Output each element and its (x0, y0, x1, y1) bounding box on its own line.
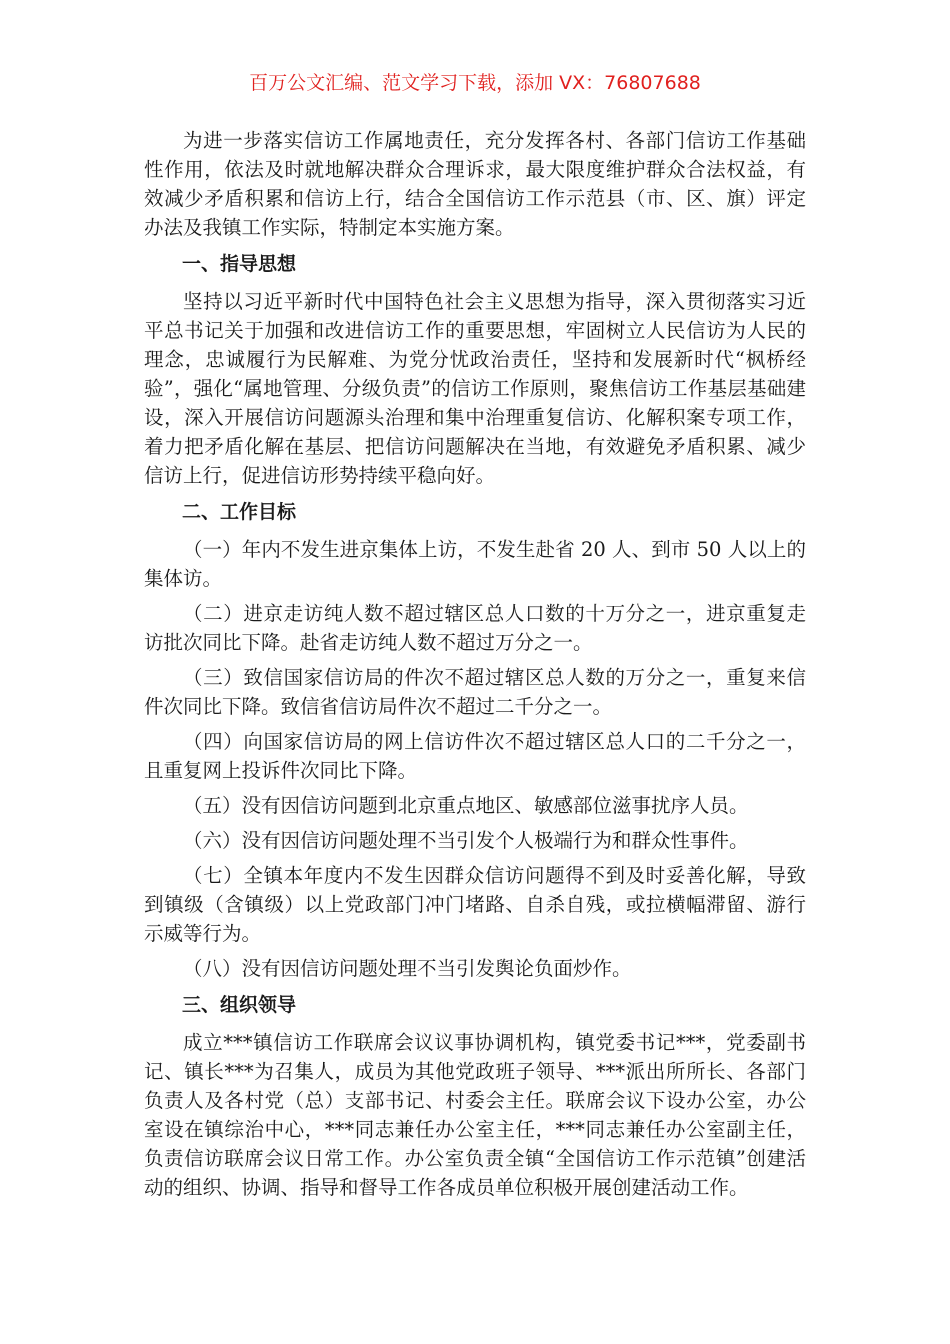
goal-item: （五）没有因信访问题到北京重点地区、敏感部位滋事扰序人员。 (183, 794, 749, 817)
document-body (144, 126, 806, 1202)
promo-banner: 百万公文汇编、范文学习下载，添加 VX：76807688 (249, 72, 701, 94)
goal-item: （六）没有因信访问题处理不当引发个人极端行为和群众性事件。 (183, 829, 749, 852)
goal-item: （三）致信国家信访局的件次不超过辖区总人数的万分之一，重复来信件次同比下降。致信省信访局件次不超过二千分之一。 (144, 666, 806, 718)
section-heading-organization: 三、组织领导 (182, 994, 297, 1016)
goal-item: （七）全镇本年度内不发生因群众信访问题得不到及时妥善化解，导致到镇级（含镇级）以上党政部门冲门堵路、自杀自残，或拉横幅滞留、游行示威等行为。 (144, 864, 806, 945)
organization-paragraph: 成立***镇信访工作联席会议议事协调机构，镇党委书记***，党委副书记、镇长***为召集人，成员为其他党政班子领导、***派出所所长、各部门负责人及各村党（总）支部书记、村委会主任。联席会议下设办公室，办公室设在镇综治中心，***同志兼任办公室主任，***同志兼任办公室副主任，负责信访联席会议日常工作。办公室负责全镇“全国信访工作示范镇”创建活动的组织、协调、指导和督导工作各成员单位积极开展创建活动工作。 (144, 1031, 806, 1199)
goal-item: （一）年内不发生进京集体上访，不发生赴省 20 人、到市 50 人以上的集体访。 (144, 538, 806, 590)
goal-item: （四）向国家信访局的网上信访件次不超过辖区总人口的二千分之一，且重复网上投诉件次同比下降。 (144, 730, 806, 782)
section-heading-guiding-ideology: 一、指导思想 (182, 253, 297, 275)
intro-paragraph: 为进一步落实信访工作属地责任，充分发挥各村、各部门信访工作基础性作用，依法及时就地解决群众合理诉求，最大限度维护群众合法权益，有效减少矛盾积累和信访上行，结合全国信访工作示范县（市、区、旗）评定办法及我镇工作实际，特制定本实施方案。 (144, 129, 806, 239)
section-heading-work-goals: 二、工作目标 (182, 501, 297, 523)
guiding-ideology-paragraph: 坚持以习近平新时代中国特色社会主义思想为指导，深入贯彻落实习近平总书记关于加强和改进信访工作的重要思想，牢固树立人民信访为人民的理念，忠诚履行为民解难、为党分忧政治责任，坚持和发展新时代“枫桥经验”，强化“属地管理、分级负责”的信访工作原则，聚焦信访工作基层基础建设，深入开展信访问题源头治理和集中治理重复信访、化解积案专项工作，着力把矛盾化解在基层、把信访问题解决在当地，有效避免矛盾积累、减少信访上行，促进信访形势持续平稳向好。 (144, 290, 806, 487)
goal-item: （二）进京走访纯人数不超过辖区总人口数的十万分之一，进京重复走访批次同比下降。赴省走访纯人数不超过万分之一。 (144, 602, 806, 654)
goal-item: （八）没有因信访问题处理不当引发舆论负面炒作。 (183, 957, 632, 980)
